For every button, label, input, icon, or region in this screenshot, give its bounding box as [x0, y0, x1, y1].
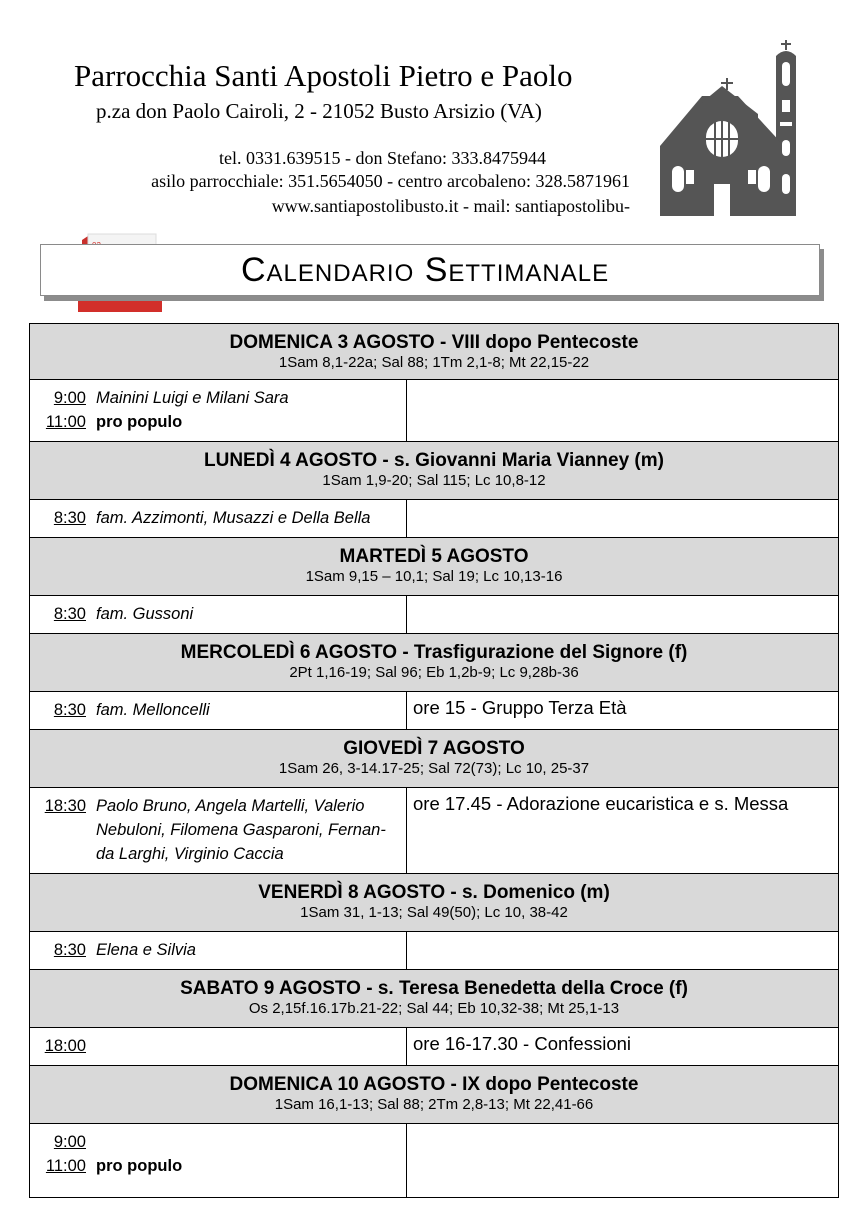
mass-entry	[36, 698, 400, 722]
mass-row	[30, 932, 839, 970]
mass-intention: fam. Melloncelli	[96, 701, 210, 719]
mass-row	[30, 596, 839, 634]
day-header-cell	[30, 442, 839, 500]
day-readings: 2Pt 1,16-19; Sal 96; Eb 1,2b-9; Lc 9,28b-36	[289, 664, 579, 681]
day-title: DOMENICA 10 AGOSTO - IX dopo Pentecoste	[229, 1074, 639, 1095]
mass-times-cell	[30, 1124, 407, 1198]
day-readings: 1Sam 8,1-22a; Sal 88; 1Tm 2,1-8; Mt 22,15-22	[278, 354, 590, 371]
day-header-row	[30, 1066, 839, 1124]
day-readings: 1Sam 26, 3-14.17-25; Sal 72(73); Lc 10, 25-37	[278, 760, 590, 777]
mass-entry	[36, 386, 400, 410]
mass-row	[30, 692, 839, 730]
mass-entry	[36, 602, 400, 626]
event-cell	[407, 1124, 839, 1198]
day-header-cell	[30, 1066, 839, 1124]
day-readings: 1Sam 9,15 – 10,1; Sal 19; Lc 10,13-16	[305, 568, 563, 585]
parish-name: Parrocchia Santi Apostoli Pietro e Paolo	[74, 58, 573, 93]
day-header-row	[30, 324, 839, 380]
day-readings: 1Sam 31, 1-13; Sal 49(50); Lc 10, 38-42	[300, 904, 568, 921]
day-header-row	[30, 442, 839, 500]
event-cell	[407, 596, 839, 634]
day-readings: 1Sam 1,9-20; Sal 115; Lc 10,8-12	[322, 472, 546, 489]
event-cell: ore 16-17.30 - Confessioni	[407, 1028, 839, 1066]
event-cell	[407, 500, 839, 538]
mass-intention: Mainini Luigi e Milani Sara	[96, 389, 289, 407]
mass-times-cell	[30, 788, 407, 874]
weekly-calendar-banner	[40, 244, 820, 296]
day-readings: 1Sam 16,1-13; Sal 88; 2Tm 2,8-13; Mt 22,41-66	[274, 1096, 594, 1113]
mass-entry	[36, 410, 400, 434]
day-header-cell	[30, 324, 839, 380]
day-header-row	[30, 634, 839, 692]
mass-time: 8:30	[53, 941, 86, 959]
day-title: LUNEDÌ 4 AGOSTO - s. Giovanni Maria Vianney (m)	[204, 450, 664, 471]
mass-entry	[36, 506, 400, 530]
mass-intention: fam. Azzimonti, Musazzi e Della Bella	[96, 509, 371, 527]
mass-time: 9:00	[53, 1133, 86, 1151]
event-cell: ore 17.45 - Adorazione eucaristica e s. Messa	[407, 788, 839, 874]
day-readings: Os 2,15f.16.17b.21-22; Sal 44; Eb 10,32-38; Mt 25,1-13	[248, 1000, 620, 1017]
day-header-row	[30, 970, 839, 1028]
day-title: VENERDÌ 8 AGOSTO - s. Domenico (m)	[258, 882, 610, 903]
mass-time: 9:00	[53, 389, 86, 407]
banner-title: Calendario Settimanale	[241, 251, 610, 289]
mass-time: 18:00	[44, 1037, 86, 1055]
contact-phone: tel. 0331.639515 - don Stefano: 333.8475944	[219, 148, 546, 168]
day-title: DOMENICA 3 AGOSTO - VIII dopo Pentecoste	[229, 332, 639, 353]
day-title: MERCOLEDÌ 6 AGOSTO - Trasfigurazione del Signore (f)	[180, 642, 688, 663]
mass-intention: pro populo	[96, 1157, 183, 1175]
mass-times-cell	[30, 1028, 407, 1066]
day-title: SABATO 9 AGOSTO - s. Teresa Benedetta della Croce (f)	[180, 978, 688, 999]
day-header-row	[30, 730, 839, 788]
mass-times-cell	[30, 380, 407, 442]
event-cell	[407, 380, 839, 442]
mass-row	[30, 1028, 839, 1066]
day-header-cell	[30, 634, 839, 692]
day-title: GIOVEDÌ 7 AGOSTO	[343, 738, 525, 759]
mass-row	[30, 380, 839, 442]
event-cell: ore 15 - Gruppo Terza Età	[407, 692, 839, 730]
parish-address: p.za don Paolo Cairoli, 2 - 21052 Busto Arsizio (VA)	[96, 99, 542, 123]
mass-time: 8:30	[53, 509, 86, 527]
mass-row	[30, 788, 839, 874]
church-icon	[658, 26, 820, 218]
mass-entry	[36, 1034, 400, 1058]
mass-intention: fam. Gussoni	[96, 605, 194, 623]
day-header-row	[30, 874, 839, 932]
contact-other: asilo parrocchiale: 351.5654050 - centro arcobaleno: 328.5871961	[151, 171, 630, 191]
mass-time: 11:00	[45, 413, 86, 431]
mass-entry	[36, 1154, 400, 1178]
mass-times-cell	[30, 596, 407, 634]
parish-header	[0, 0, 852, 230]
mass-times-cell	[30, 500, 407, 538]
mass-intention: pro populo	[96, 413, 183, 431]
mass-time: 11:00	[45, 1157, 86, 1175]
mass-time: 18:30	[44, 797, 86, 815]
mass-entry	[36, 794, 400, 866]
day-header-cell	[30, 970, 839, 1028]
mass-entry	[36, 1130, 400, 1154]
contact-web: www.santiapostolibusto.it - mail: santiapostolibu-	[271, 196, 630, 216]
weekly-schedule-table	[29, 323, 839, 1198]
event-cell	[407, 932, 839, 970]
mass-entry	[36, 938, 400, 962]
mass-row	[30, 500, 839, 538]
mass-intention: Paolo Bruno, Angela Martelli, Valerio Nebuloni, Filomena Gasparoni, Fernan-da Larghi, Virginio Caccia	[96, 797, 386, 863]
mass-times-cell	[30, 932, 407, 970]
day-header-cell	[30, 538, 839, 596]
day-header-row	[30, 538, 839, 596]
day-header-cell	[30, 874, 839, 932]
mass-time: 8:30	[53, 605, 86, 623]
mass-row	[30, 1124, 839, 1198]
day-title: MARTEDÌ 5 AGOSTO	[339, 546, 529, 567]
day-header-cell	[30, 730, 839, 788]
mass-time: 8:30	[53, 701, 86, 719]
mass-times-cell	[30, 692, 407, 730]
mass-intention: Elena e Silvia	[96, 941, 196, 959]
